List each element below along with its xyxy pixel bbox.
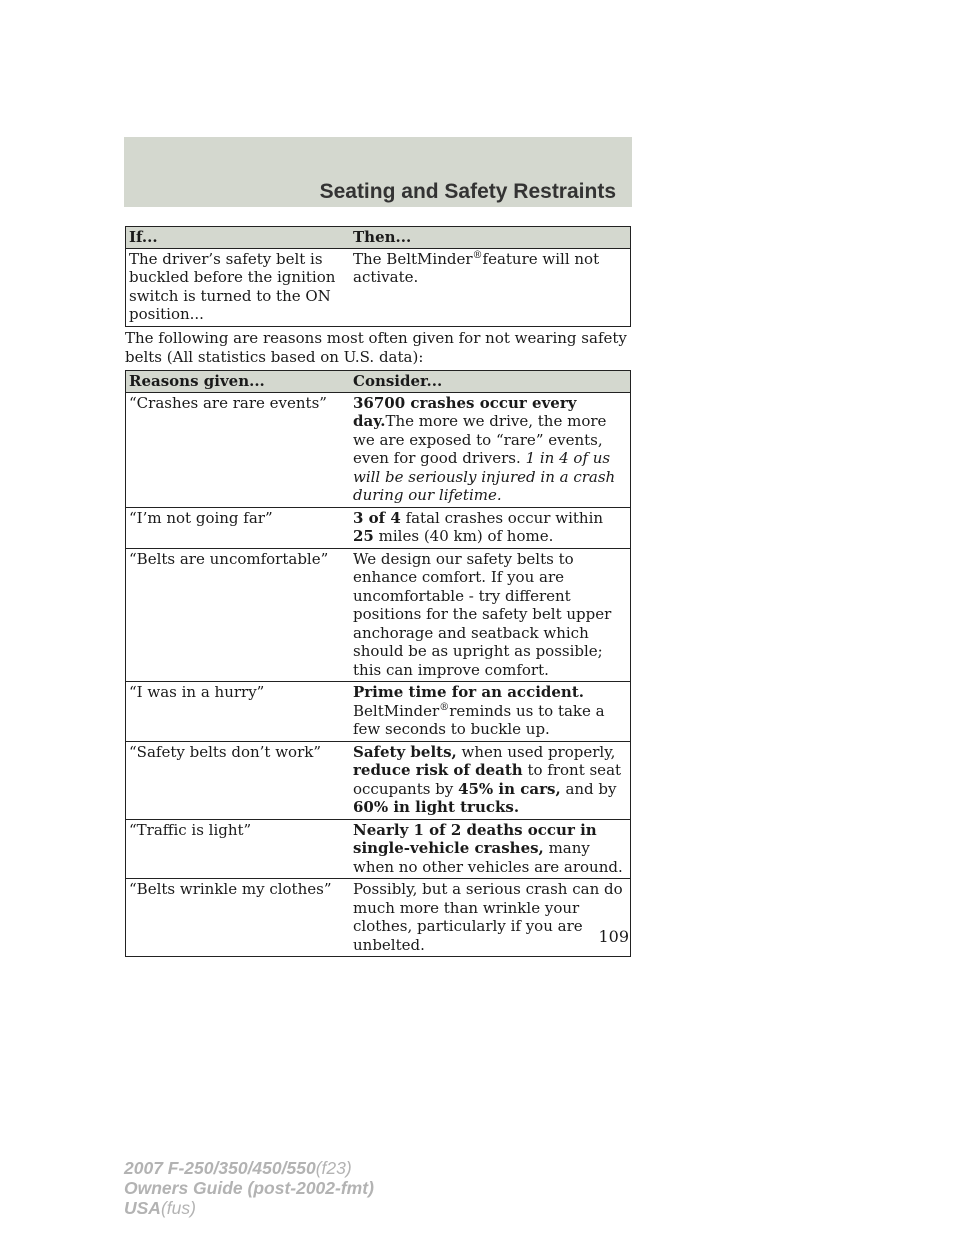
table-row xyxy=(126,879,631,957)
table-header-row xyxy=(126,227,631,249)
table-row xyxy=(126,392,631,507)
table-row xyxy=(126,548,631,682)
section-header-band xyxy=(124,137,632,207)
then-cell: The BeltMinder®feature will not activate. xyxy=(350,248,631,326)
footer-model-line: 2007 F-250/350/450/550(f23) xyxy=(124,1158,352,1178)
reason-cell: “Traffic is light” xyxy=(126,819,351,879)
consider-cell: 36700 crashes occur every day.The more we drive, the more we are exposed to “rare” events, even for good drivers. 1 in 4 of us will be seriously injured in a crash during our lifetime. xyxy=(350,392,631,507)
section-title: Seating and Safety Restraints xyxy=(319,180,616,203)
document-footer xyxy=(124,1158,374,1218)
intro-paragraph: The following are reasons most often given for not wearing safety belts (All statistics based on U.S. data): xyxy=(125,329,627,366)
consider-cell: Safety belts, when used properly, reduce risk of death to front seat occupants by 45% in cars, and by 60% in light trucks. xyxy=(350,741,631,819)
registered-mark: ® xyxy=(472,249,483,261)
consider-cell: Prime time for an accident. BeltMinder®reminds us to take a few seconds to buckle up. xyxy=(350,682,631,742)
consider-cell: Nearly 1 of 2 deaths occur in single-vehicle crashes, many when no other vehicles are around. xyxy=(350,819,631,879)
table-row xyxy=(126,682,631,742)
table-row xyxy=(126,741,631,819)
footer-guide-line: Owners Guide (post-2002-fmt) xyxy=(124,1178,374,1198)
table-header-row xyxy=(126,371,631,393)
footer-market-line: USA(fus) xyxy=(124,1198,196,1218)
table-row xyxy=(126,248,631,326)
reasons-table xyxy=(125,370,631,957)
if-then-table xyxy=(125,226,631,327)
table-row xyxy=(126,819,631,879)
header-reasons: Reasons given... xyxy=(126,371,351,393)
consider-cell: 3 of 4 fatal crashes occur within 25 miles (40 km) of home. xyxy=(350,507,631,548)
consider-cell: Possibly, but a serious crash can do much more than wrinkle your clothes, particularly if you are unbelted. xyxy=(350,879,631,957)
reason-cell: “Crashes are rare events” xyxy=(126,392,351,507)
reason-cell: “I was in a hurry” xyxy=(126,682,351,742)
header-then: Then... xyxy=(350,227,631,249)
consider-cell: We design our safety belts to enhance comfort. If you are uncomfortable - try different positions for the safety belt upper anchorage and seatback which should be as upright as possible; this can improve comfort. xyxy=(350,548,631,682)
page-number: 109 xyxy=(598,927,629,946)
reason-cell: “I’m not going far” xyxy=(126,507,351,548)
header-if: If... xyxy=(126,227,351,249)
reason-cell: “Belts wrinkle my clothes” xyxy=(126,879,351,957)
if-cell: The driver’s safety belt is buckled before the ignition switch is turned to the ON position... xyxy=(126,248,351,326)
reason-cell: “Safety belts don’t work” xyxy=(126,741,351,819)
registered-mark: ® xyxy=(439,701,450,713)
header-consider: Consider... xyxy=(350,371,631,393)
table-row xyxy=(126,507,631,548)
reason-cell: “Belts are uncomfortable” xyxy=(126,548,351,682)
